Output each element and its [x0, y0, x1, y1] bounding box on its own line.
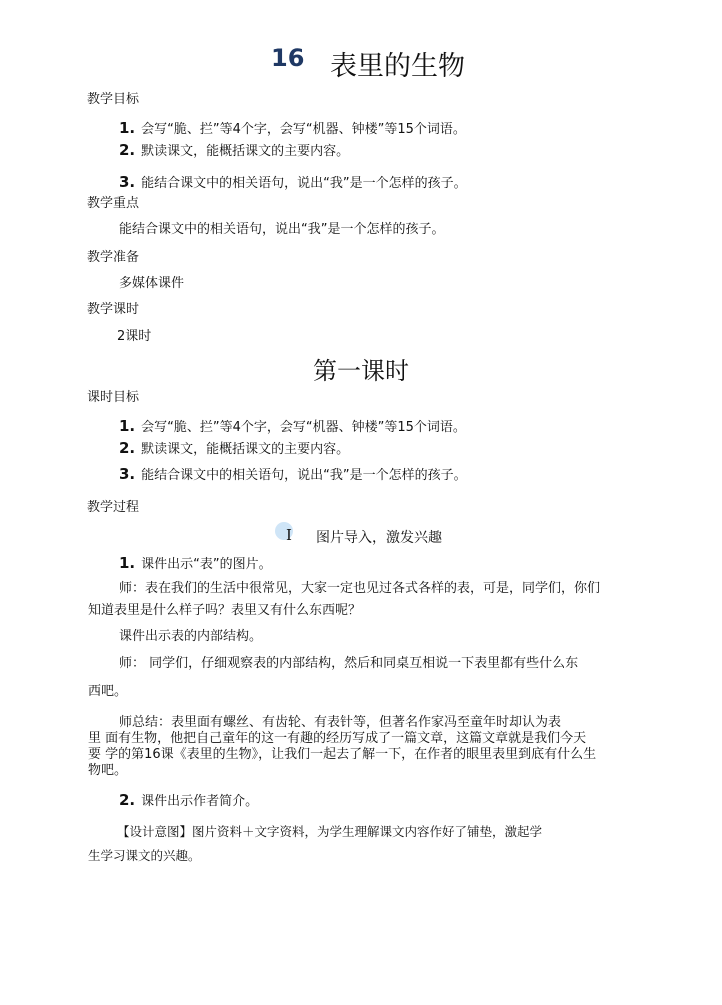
part-numeral: I — [286, 526, 292, 544]
goal-item-3 — [119, 172, 467, 191]
design-intent-line-1: 【设计意图】图片资料＋文字资料，为学生理解课文内容作好了铺垫，激起学 — [117, 824, 543, 839]
step-text: 课件出示作者简介。 — [141, 794, 259, 809]
step-2 — [119, 790, 258, 809]
goal-text: 默读课文，能概括课文的主要内容。 — [141, 144, 350, 159]
teacher-prompt-line-2: 西吧。 — [88, 684, 128, 699]
lesson-goal-item-1 — [119, 416, 466, 435]
part-title: 图片导入，激发兴趣 — [316, 530, 442, 546]
design-intent-line-2: 生学习课文的兴趣。 — [88, 848, 201, 863]
section-title: 第一课时 — [313, 357, 409, 385]
step-1 — [119, 553, 272, 572]
teacher-intro-line-1: 师：表在我们的生活中很常见，大家一定也见过各式各样的表，可是，同学们，你们 — [119, 581, 601, 596]
summary-line-4: 物吧。 — [88, 763, 128, 778]
prep-label: 教学准备 — [87, 250, 140, 265]
prep-text: 多媒体课件 — [119, 276, 185, 291]
teacher-prompt-line-1: 师： 同学们，仔细观察表的内部结构，然后和同桌互相说一下表里都有些什么东 — [119, 656, 579, 671]
goal-number: 2. — [119, 439, 136, 457]
goal-number: 3. — [119, 173, 136, 191]
goal-text: 会写“脆、拦”等4个字，会写“机器、钟楼”等15个词语。 — [141, 122, 466, 137]
goal-item-2 — [119, 140, 349, 159]
hours-label: 教学课时 — [87, 302, 140, 317]
process-label: 教学过程 — [87, 500, 140, 515]
hours-text: 2课时 — [117, 329, 152, 344]
summary-line-2: 里 面有生物，他把自己童年的这一有趣的经历写成了一篇文章，这篇文章就是我们今天 — [88, 731, 587, 746]
summary-line-3: 要 学的第16课《表里的生物》，让我们一起去了解一下，在作者的眼里表里到底有什么生 — [88, 747, 597, 762]
goals-label: 教学目标 — [87, 92, 140, 107]
goal-number: 2. — [119, 141, 136, 159]
teacher-intro-line-2: 知道表里是什么样子吗？表里又有什么东西呢？ — [88, 603, 362, 618]
goal-number: 3. — [119, 465, 136, 483]
goal-item-1 — [119, 118, 466, 137]
step-number: 1. — [119, 554, 136, 572]
goal-text: 会写“脆、拦”等4个字，会写“机器、钟楼”等15个词语。 — [141, 420, 466, 435]
goal-number: 1. — [119, 119, 136, 137]
focus-text: 能结合课文中的相关语句，说出“我”是一个怎样的孩子。 — [119, 222, 445, 237]
focus-label: 教学重点 — [87, 196, 140, 211]
lesson-title: 表里的生物 — [330, 51, 465, 82]
step-number: 2. — [119, 791, 136, 809]
lesson-number: 16 — [271, 44, 305, 72]
goal-text: 默读课文，能概括课文的主要内容。 — [141, 442, 350, 457]
lesson-goal-item-2 — [119, 438, 349, 457]
lesson-goal-item-3 — [119, 464, 467, 483]
courseware-note: 课件出示表的内部结构。 — [119, 629, 263, 644]
summary-line-1: 师总结：表里面有螺丝、有齿轮、有表针等，但著名作家冯至童年时却认为表 — [119, 715, 562, 730]
lesson-goals-label: 课时目标 — [87, 390, 140, 405]
goal-number: 1. — [119, 417, 136, 435]
step-text: 课件出示“表”的图片。 — [141, 557, 272, 572]
goal-text: 能结合课文中的相关语句，说出“我”是一个怎样的孩子。 — [141, 468, 467, 483]
goal-text: 能结合课文中的相关语句，说出“我”是一个怎样的孩子。 — [141, 176, 467, 191]
